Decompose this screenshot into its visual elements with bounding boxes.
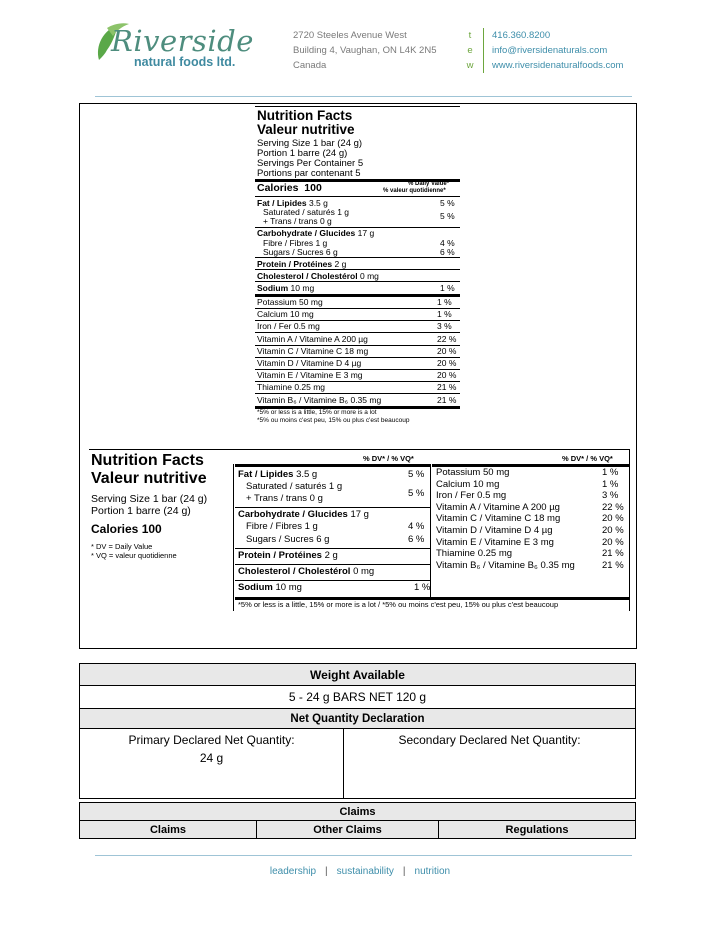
servings-per-container-fr: Portions par contenant 5	[257, 168, 361, 179]
dv-fibre: 4 %	[440, 238, 455, 248]
serving-size-en: Serving Size 1 bar (24 g)	[257, 138, 363, 149]
h-nutrient-protein: Protein / Protéines 2 g	[238, 550, 338, 561]
vitamin-label: Calcium 10 mg	[257, 309, 314, 320]
secondary-net-quantity-label: Secondary Declared Net Quantity:	[398, 733, 581, 747]
claims-col-other: Other Claims	[257, 821, 439, 839]
net-quantity-header: Net Quantity Declaration	[80, 709, 636, 729]
h-nutrient-saturated: Saturated / saturés 1 g	[246, 481, 343, 492]
claims-table	[79, 802, 636, 839]
footer-tagline	[0, 866, 720, 877]
label-title-fr: Valeur nutritive	[257, 122, 355, 137]
h-dv-fat: 5 %	[408, 469, 425, 480]
h-vitamin-label: Vitamin C / Vitamine C 18 mg	[436, 513, 561, 525]
vitamin-label: Thiamine 0.25 mg	[257, 382, 326, 393]
vitamin-label: Potassium 50 mg	[257, 297, 323, 307]
vitamin-label: Vitamin B₆ / Vitamine B₆ 0.35 mg	[257, 394, 382, 405]
dv-saturated-trans: 5 %	[440, 211, 455, 221]
dv-header-en: % Daily Value*	[408, 181, 450, 187]
vitamin-label: Vitamin D / Vitamine D 4 µg	[257, 358, 362, 368]
header-divider	[95, 96, 632, 97]
vitamin-dv: 21 %	[437, 394, 457, 405]
h-calories: Calories 100	[91, 522, 162, 536]
h-nutrient-fat: Fat / Lipides 3.5 g	[238, 469, 318, 480]
vitamin-dv: 22 %	[437, 333, 457, 344]
h-vitamin-dv: 3 %	[602, 490, 619, 502]
vitamin-label: Vitamin C / Vitamine C 18 mg	[257, 345, 369, 356]
email-letter: e	[467, 45, 473, 56]
h-vitamin-dv: 1 %	[602, 467, 619, 478]
h-serving-fr: Portion 1 barre (24 g)	[91, 505, 191, 517]
h-vitamin-label: Iron / Fer 0.5 mg	[436, 490, 507, 502]
nutrient-protein: Protein / Protéines 2 g	[257, 259, 347, 269]
vitamin-dv: 20 %	[437, 345, 457, 356]
h-vitamin-dv: 20 %	[602, 513, 624, 525]
secondary-net-quantity-cell	[344, 729, 636, 799]
h-nutrient-sugars: Sugars / Sucres 6 g	[246, 534, 330, 545]
logo-subtitle: natural foods ltd.	[134, 55, 236, 69]
nutrient-sodium: Sodium 10 mg	[257, 283, 315, 293]
claims-col-regulations: Regulations	[439, 821, 636, 839]
h-vitamin-label: Vitamin A / Vitamine A 200 µg	[436, 501, 560, 513]
footnote-en: *5% or less is a little, 15% or more is a lot	[257, 409, 377, 416]
h-title-en: Nutrition Facts	[91, 452, 204, 469]
phone-letter: t	[468, 30, 472, 41]
h-dv-note-en: * DV = Daily Value	[91, 542, 153, 551]
vitamin-label: Vitamin A / Vitamine A 200 µg	[257, 333, 368, 344]
vitamin-label: Iron / Fer 0.5 mg	[257, 321, 320, 332]
footer-divider	[95, 855, 632, 856]
calories-label: Calories 100	[257, 182, 322, 194]
primary-net-quantity-value: 24 g	[199, 751, 224, 765]
h-vitamin-dv: 20 %	[602, 525, 624, 536]
h-vitamin-label: Thiamine 0.25 mg	[436, 548, 513, 560]
dv-fat: 5 %	[440, 198, 455, 208]
vitamin-dv: 20 %	[437, 370, 457, 381]
address-line: Canada	[293, 60, 327, 71]
h-vitamin-label: Potassium 50 mg	[436, 467, 510, 478]
website-link[interactable]: www.riversidenaturalfoods.com	[492, 60, 624, 71]
h-title-fr: Valeur nutritive	[91, 470, 207, 487]
dv-sodium: 1 %	[440, 283, 455, 293]
dv-sugars: 6 %	[440, 247, 455, 257]
address-line: Building 4, Vaughan, ON L4K 2N5	[293, 45, 437, 56]
h-nutrient-fibre: Fibre / Fibres 1 g	[246, 521, 318, 532]
h-dv-sat-trans: 5 %	[408, 488, 425, 499]
weight-available-header: Weight Available	[80, 664, 636, 686]
servings-per-container-en: Servings Per Container 5	[257, 158, 364, 169]
h-serving-en: Serving Size 1 bar (24 g)	[91, 493, 208, 505]
h-dv-note-fr: * VQ = valeur quotidienne	[91, 551, 177, 560]
h-nutrient-trans: + Trans / trans 0 g	[246, 493, 323, 504]
footnote-fr: *5% ou moins c'est peu, 15% ou plus c'est beaucoup	[257, 417, 410, 424]
h-dv-sodium: 1 %	[414, 582, 431, 593]
footer-nutrition: nutrition	[414, 866, 451, 877]
nutrient-cholesterol: Cholesterol / Cholestérol 0 mg	[257, 271, 379, 281]
nutrient-fat: Fat / Lipides 3.5 g	[257, 198, 328, 208]
dv-header-fr: % valeur quotidienne*	[383, 188, 446, 194]
label-title-en: Nutrition Facts	[257, 108, 353, 123]
h-vitamin-dv: 22 %	[602, 501, 624, 513]
nutrient-sugars: Sugars / Sucres 6 g	[263, 247, 338, 257]
h-vitamin-label: Calcium 10 mg	[436, 478, 500, 490]
footer-leadership: leadership	[269, 866, 317, 877]
h-dv-fibre: 4 %	[408, 521, 425, 532]
h-vitamin-dv: 1 %	[602, 478, 619, 490]
serving-size-fr: Portion 1 barre (24 g)	[257, 148, 348, 159]
h-vitamin-dv: 21 %	[602, 559, 624, 571]
h-nutrient-cholesterol: Cholesterol / Cholestérol 0 mg	[238, 566, 375, 577]
vitamin-dv: 21 %	[437, 382, 457, 393]
company-logo	[93, 18, 263, 74]
vitamin-dv: 1 %	[437, 309, 452, 320]
weight-table	[79, 663, 636, 799]
vitamin-dv: 3 %	[437, 321, 452, 332]
h-vitamin-label: Vitamin E / Vitamine E 3 mg	[436, 536, 554, 548]
h-vitamin-dv: 20 %	[602, 536, 624, 548]
h-nutrient-sodium: Sodium 10 mg	[238, 582, 302, 593]
vitamin-dv: 20 %	[437, 358, 457, 368]
contact-block	[465, 28, 623, 73]
address-line: 2720 Steeles Avenue West	[293, 30, 407, 41]
phone-number[interactable]: 416.360.8200	[492, 30, 551, 41]
nutrient-saturated: Saturated / saturés 1 g	[263, 207, 350, 217]
h-vitamin-dv: 21 %	[602, 548, 624, 560]
vitamin-label: Vitamin E / Vitamine E 3 mg	[257, 370, 363, 381]
h-col-header-mid: % DV* / % VQ*	[363, 454, 414, 463]
h-footnote: *5% or less is a little, 15% or more is a lot / *5% ou moins c'est peu, 15% ou plus c'est beaucoup	[238, 600, 559, 609]
email-link[interactable]: info@riversidenaturals.com	[492, 45, 608, 56]
nutrient-carbohydrate: Carbohydrate / Glucides 17 g	[257, 228, 375, 238]
footer-separator: |	[325, 866, 328, 877]
logo-wordmark: Riverside	[111, 24, 254, 58]
h-dv-sugars: 6 %	[408, 534, 425, 545]
footer-sustainability: sustainability	[336, 866, 394, 877]
primary-net-quantity-cell	[80, 729, 344, 799]
h-col-header-right: % DV* / % VQ*	[562, 454, 613, 463]
h-vitamin-label: Vitamin B₆ / Vitamine B₆ 0.35 mg	[436, 559, 575, 571]
vitamin-dv: 1 %	[437, 297, 452, 307]
company-address	[293, 28, 436, 73]
weight-available-value: 5 - 24 g BARS NET 120 g	[80, 686, 636, 709]
web-letter: w	[466, 60, 474, 71]
footer-separator: |	[402, 866, 406, 877]
claims-header: Claims	[80, 803, 636, 821]
nutrient-fibre: Fibre / Fibres 1 g	[263, 238, 328, 248]
primary-net-quantity-label: Primary Declared Net Quantity:	[128, 733, 295, 747]
nutrient-trans: + Trans / trans 0 g	[263, 216, 332, 226]
claims-col-claims: Claims	[80, 821, 257, 839]
h-vitamin-label: Vitamin D / Vitamine D 4 µg	[436, 525, 553, 536]
h-nutrient-carb: Carbohydrate / Glucides 17 g	[238, 509, 369, 520]
